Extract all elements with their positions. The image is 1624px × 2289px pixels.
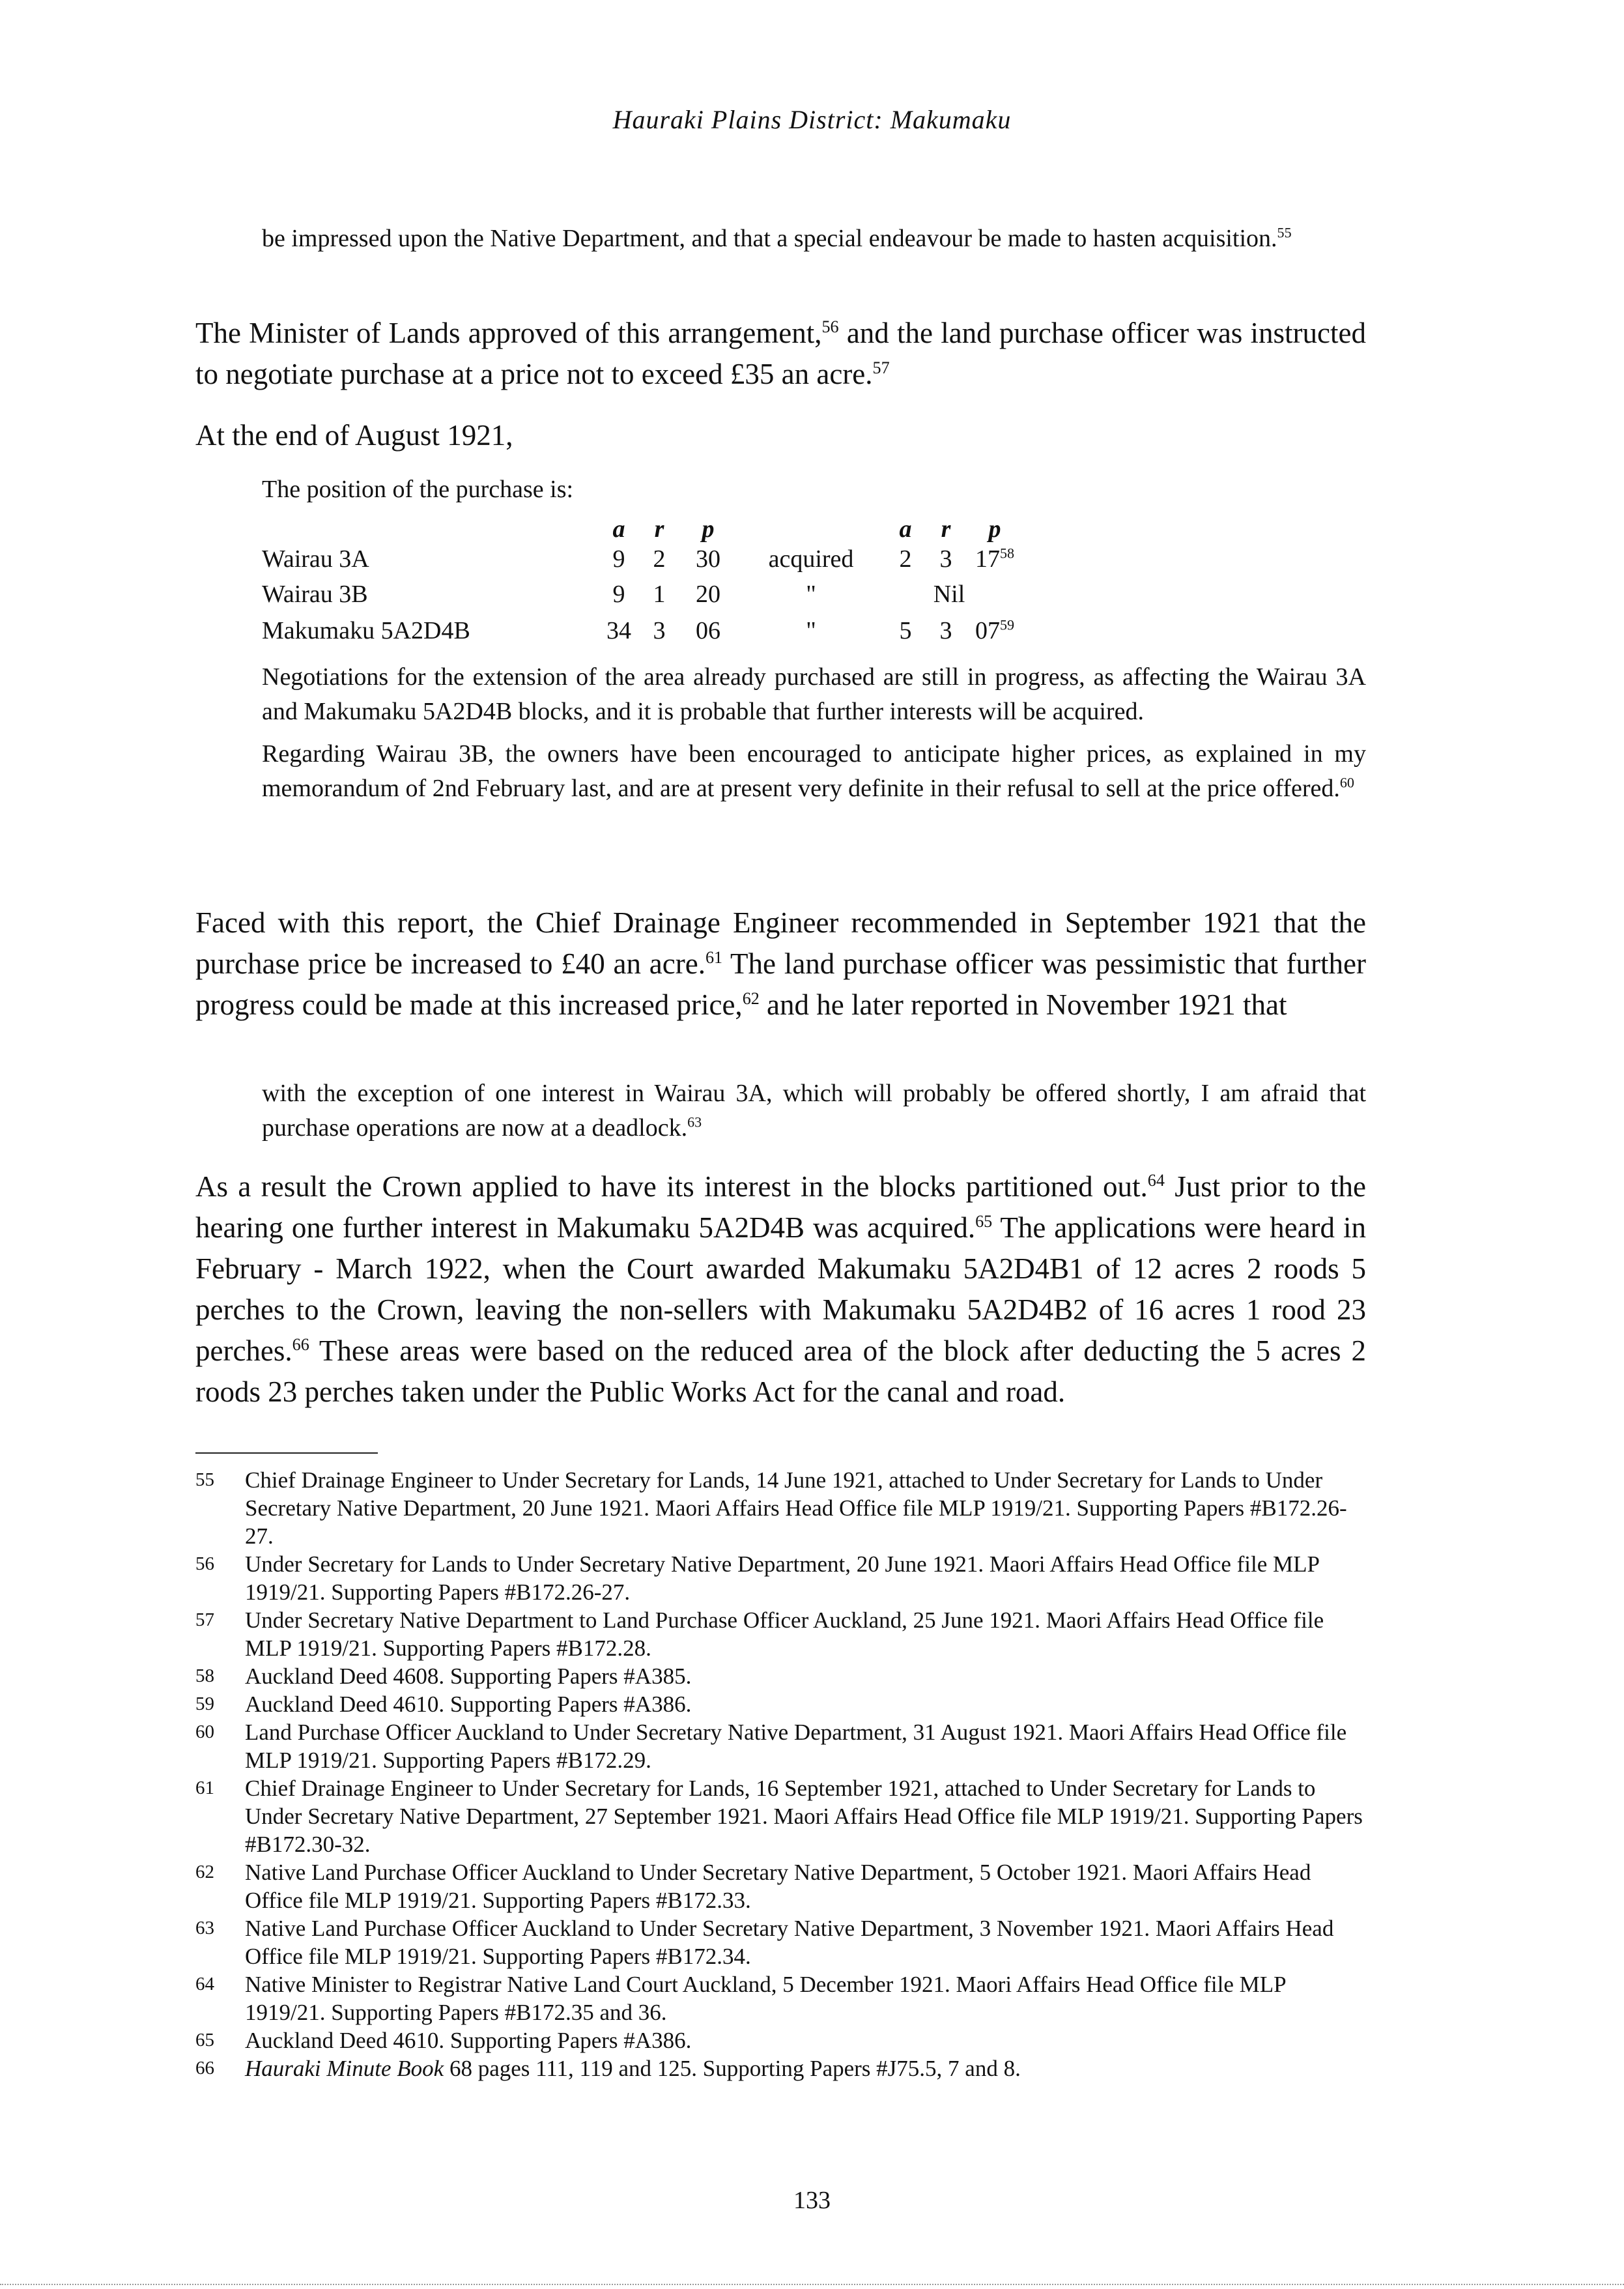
status: " <box>806 581 816 608</box>
footnote-number: 59 <box>195 1693 214 1714</box>
block-quote-2-body <box>262 660 1366 814</box>
footnote <box>195 2026 1368 2054</box>
paragraph-3 <box>195 902 1366 1026</box>
footnote-ref[interactable]: 57 <box>872 358 890 377</box>
footnote-divider <box>195 1452 378 1454</box>
acquired-nil: Nil <box>933 581 965 608</box>
header-acres-acquired: a <box>899 515 912 543</box>
footnote-text: Native Land Purchase Officer Auckland to Under Secretary Native Department, 5 October 1921. Maori Affairs Head Office file MLP 1919/21. Supporting Papers #B172.33. <box>245 1860 1311 1913</box>
footnote-number: 64 <box>195 1974 214 1994</box>
paragraph-text: Faced with this report, the Chief Drainage Engineer recommended in September 1921 that the purchase price be increased to £40 an acre. <box>195 906 1366 980</box>
footnote-number: 63 <box>195 1918 214 1938</box>
footnote-text: Hauraki Minute Book 68 pages 111, 119 and 125. Supporting Papers #J75.5, 7 and 8. <box>245 2056 1021 2081</box>
footnote <box>195 1690 1368 1718</box>
paragraph-2 <box>195 415 1366 456</box>
footnote-ref[interactable]: 56 <box>821 317 839 336</box>
acres: 9 <box>612 545 625 573</box>
paragraph-4 <box>195 1166 1366 1413</box>
footnote-text: Land Purchase Officer Auckland to Under Secretary Native Department, 31 August 1921. Maori Affairs Head Office file MLP 1919/21. Supporting Papers #B172.29. <box>245 1720 1347 1773</box>
page-number: 133 <box>793 2187 831 2214</box>
paragraph-text: The land purchase officer was pessimistic that further progress could be made at this increased price, <box>195 947 1366 1021</box>
perches-acquired: $17^{58}$ <box>975 545 1015 573</box>
footnote-ref[interactable]: 59 <box>999 616 1015 633</box>
footnote-number: 65 <box>195 2030 214 2051</box>
footnote <box>195 1914 1368 1970</box>
paragraph-text: As a result the Crown applied to have its interest in the blocks partitioned out. <box>195 1170 1148 1203</box>
footnote-text: Auckland Deed 4610. Supporting Papers #A386. <box>245 1692 692 1717</box>
footnote-number: 55 <box>195 1469 214 1490</box>
footnote-text: Chief Drainage Engineer to Under Secretary for Lands, 16 September 1921, attached to Under Secretary for Lands to Under Secretary Native Department, 27 September 1921. Maori Affairs Head Office file MLP 1919/21. Supporting Papers #B172.30-32. <box>245 1776 1363 1857</box>
footnote-text: Chief Drainage Engineer to Under Secretary for Lands, 14 June 1921, attached to Under Secretary for Lands to Under Secretary Native Department, 20 June 1921. Maori Affairs Head Office file MLP 1919/21. Supporting Papers #B172.26-27. <box>245 1467 1347 1549</box>
book-title: Hauraki Minute Book <box>245 2056 444 2081</box>
paragraph-text: These areas were based on the reduced area of the block after deducting the 5 acres 2 roods 23 perches taken under the Public Works Act for the canal and road. <box>195 1334 1366 1408</box>
footnote-ref[interactable]: 62 <box>742 989 760 1008</box>
table-row <box>262 580 1109 616</box>
paragraph-text: Just prior to the hearing one further interest in Makumaku 5A2D4B was acquired. <box>195 1170 1366 1244</box>
header-perches: p <box>702 515 715 543</box>
quote-paragraph: Regarding Wairau 3B, the owners have been encouraged to anticipate higher prices, as explained in my memorandum of 2nd February last, and are at present very definite in their refusal to sell at the price offered.$^{60}$ <box>262 740 1366 802</box>
footnote <box>195 1466 1368 1550</box>
roods: 3 <box>653 617 666 644</box>
roods: 2 <box>653 545 666 573</box>
footnote <box>195 1718 1368 1774</box>
footnote-text: Auckland Deed 4608. Supporting Papers #A385. <box>245 1663 692 1689</box>
footnote-number: 62 <box>195 1862 214 1882</box>
table-row <box>262 545 1109 581</box>
paragraph-1 <box>195 313 1366 395</box>
footnote-number: 58 <box>195 1665 214 1686</box>
footnote-ref[interactable]: 60 <box>1339 774 1354 791</box>
header-roods-acquired: r <box>941 515 951 543</box>
block-quote-2-intro: The position of the purchase is: <box>262 476 574 503</box>
footnote-number: 61 <box>195 1778 214 1798</box>
header-roods: r <box>654 515 664 543</box>
footnote-text: Under Secretary Native Department to Land Purchase Officer Auckland, 25 June 1921. Maori Affairs Head Office file MLP 1919/21. Supporting Papers #B172.28. <box>245 1607 1324 1661</box>
footnote-text: Native Minister to Registrar Native Land Court Auckland, 5 December 1921. Maori Affairs Head Office file MLP 1919/21. Supporting Papers #B172.35 and 36. <box>245 1972 1286 2025</box>
roods-acquired: 3 <box>939 617 952 644</box>
footnote-ref[interactable]: 55 <box>1277 224 1292 241</box>
footnote-ref[interactable]: 65 <box>975 1212 993 1231</box>
quote-text: with the exception of one interest in Wairau 3A, which will probably be offered shortly, I am afraid that purchase operations are now at a deadlock. <box>262 1080 1366 1142</box>
footnote <box>195 2054 1368 2082</box>
paragraph-text: The applications were heard in February - March 1922, when the Court awarded Makumaku 5A2D4B1 of 12 acres 2 roods 5 perches to the Crown, leaving the non-sellers with Makumaku 5A2D4B2 of 16 acres 1 rood 23 perches. <box>195 1211 1366 1367</box>
acres-acquired: 2 <box>899 545 912 573</box>
acres-acquired: 5 <box>899 617 912 644</box>
footnote-ref[interactable]: 58 <box>999 545 1015 562</box>
block-name: Makumaku 5A2D4B <box>262 617 470 644</box>
table-row <box>262 616 1109 653</box>
footnote-number: 56 <box>195 1553 214 1574</box>
perches: 20 <box>696 581 720 608</box>
status: acquired <box>768 545 854 573</box>
running-head: Hauraki Plains District: Makumaku <box>612 105 1012 134</box>
scan-edge-divider <box>0 2284 1624 2286</box>
block-name: Wairau 3A <box>262 545 369 573</box>
paragraph-text: and he later reported in November 1921 that <box>759 988 1287 1021</box>
roods: 1 <box>653 581 666 608</box>
footnote-number: 57 <box>195 1609 214 1630</box>
footnote-text: Auckland Deed 4610. Supporting Papers #A386. <box>245 2028 692 2053</box>
block-quote-3 <box>262 1076 1366 1145</box>
footnote-number: 60 <box>195 1721 214 1742</box>
quote-paragraph: Negotiations for the extension of the area already purchased are still in progress, as affecting the Wairau 3A and Makumaku 5A2D4B blocks, and it is probable that further interests will be acquired. <box>262 663 1366 725</box>
footnote <box>195 1858 1368 1914</box>
acres: 34 <box>606 617 631 644</box>
paragraph-text: The Minister of Lands approved of this arrangement, <box>195 317 822 349</box>
footnote-text: Under Secretary for Lands to Under Secretary Native Department, 20 June 1921. Maori Affairs Head Office file MLP 1919/21. Supporting Papers #B172.26-27. <box>245 1551 1319 1605</box>
footnote <box>195 1550 1368 1606</box>
footnote-number: 66 <box>195 2058 214 2079</box>
status: " <box>806 617 816 644</box>
header-perches-acquired: p <box>988 515 1001 543</box>
footnotes <box>195 1466 1368 2082</box>
footnote <box>195 1970 1368 2026</box>
acres: 9 <box>612 581 625 608</box>
footnote-ref[interactable]: 63 <box>687 1114 702 1130</box>
perches: 06 <box>696 617 720 644</box>
block-quote-1 <box>262 222 1366 256</box>
header-acres: a <box>612 515 625 543</box>
perches-acquired: $07^{59}$ <box>975 616 1015 644</box>
footnote <box>195 1662 1368 1690</box>
paragraph-text: At the end of August 1921, <box>195 419 513 452</box>
footnote-ref[interactable]: 66 <box>292 1335 309 1354</box>
quote-text: be impressed upon the Native Department, and that a special endeavour be made to hasten acquisition. <box>262 225 1277 252</box>
perches: 30 <box>696 545 720 573</box>
footnote <box>195 1606 1368 1662</box>
footnote <box>195 1774 1368 1858</box>
footnote-text: Native Land Purchase Officer Auckland to Under Secretary Native Department, 3 November 1921. Maori Affairs Head Office file MLP 1919/21. Supporting Papers #B172.34. <box>245 1916 1334 1969</box>
footnote-ref[interactable]: 61 <box>705 948 723 967</box>
block-name: Wairau 3B <box>262 581 368 608</box>
paragraph-text: and the land purchase officer was instructed to negotiate purchase at a price not to exceed £35 an acre. <box>195 317 1366 390</box>
footnote-ref[interactable]: 64 <box>1147 1171 1165 1190</box>
roods-acquired: 3 <box>939 545 952 573</box>
